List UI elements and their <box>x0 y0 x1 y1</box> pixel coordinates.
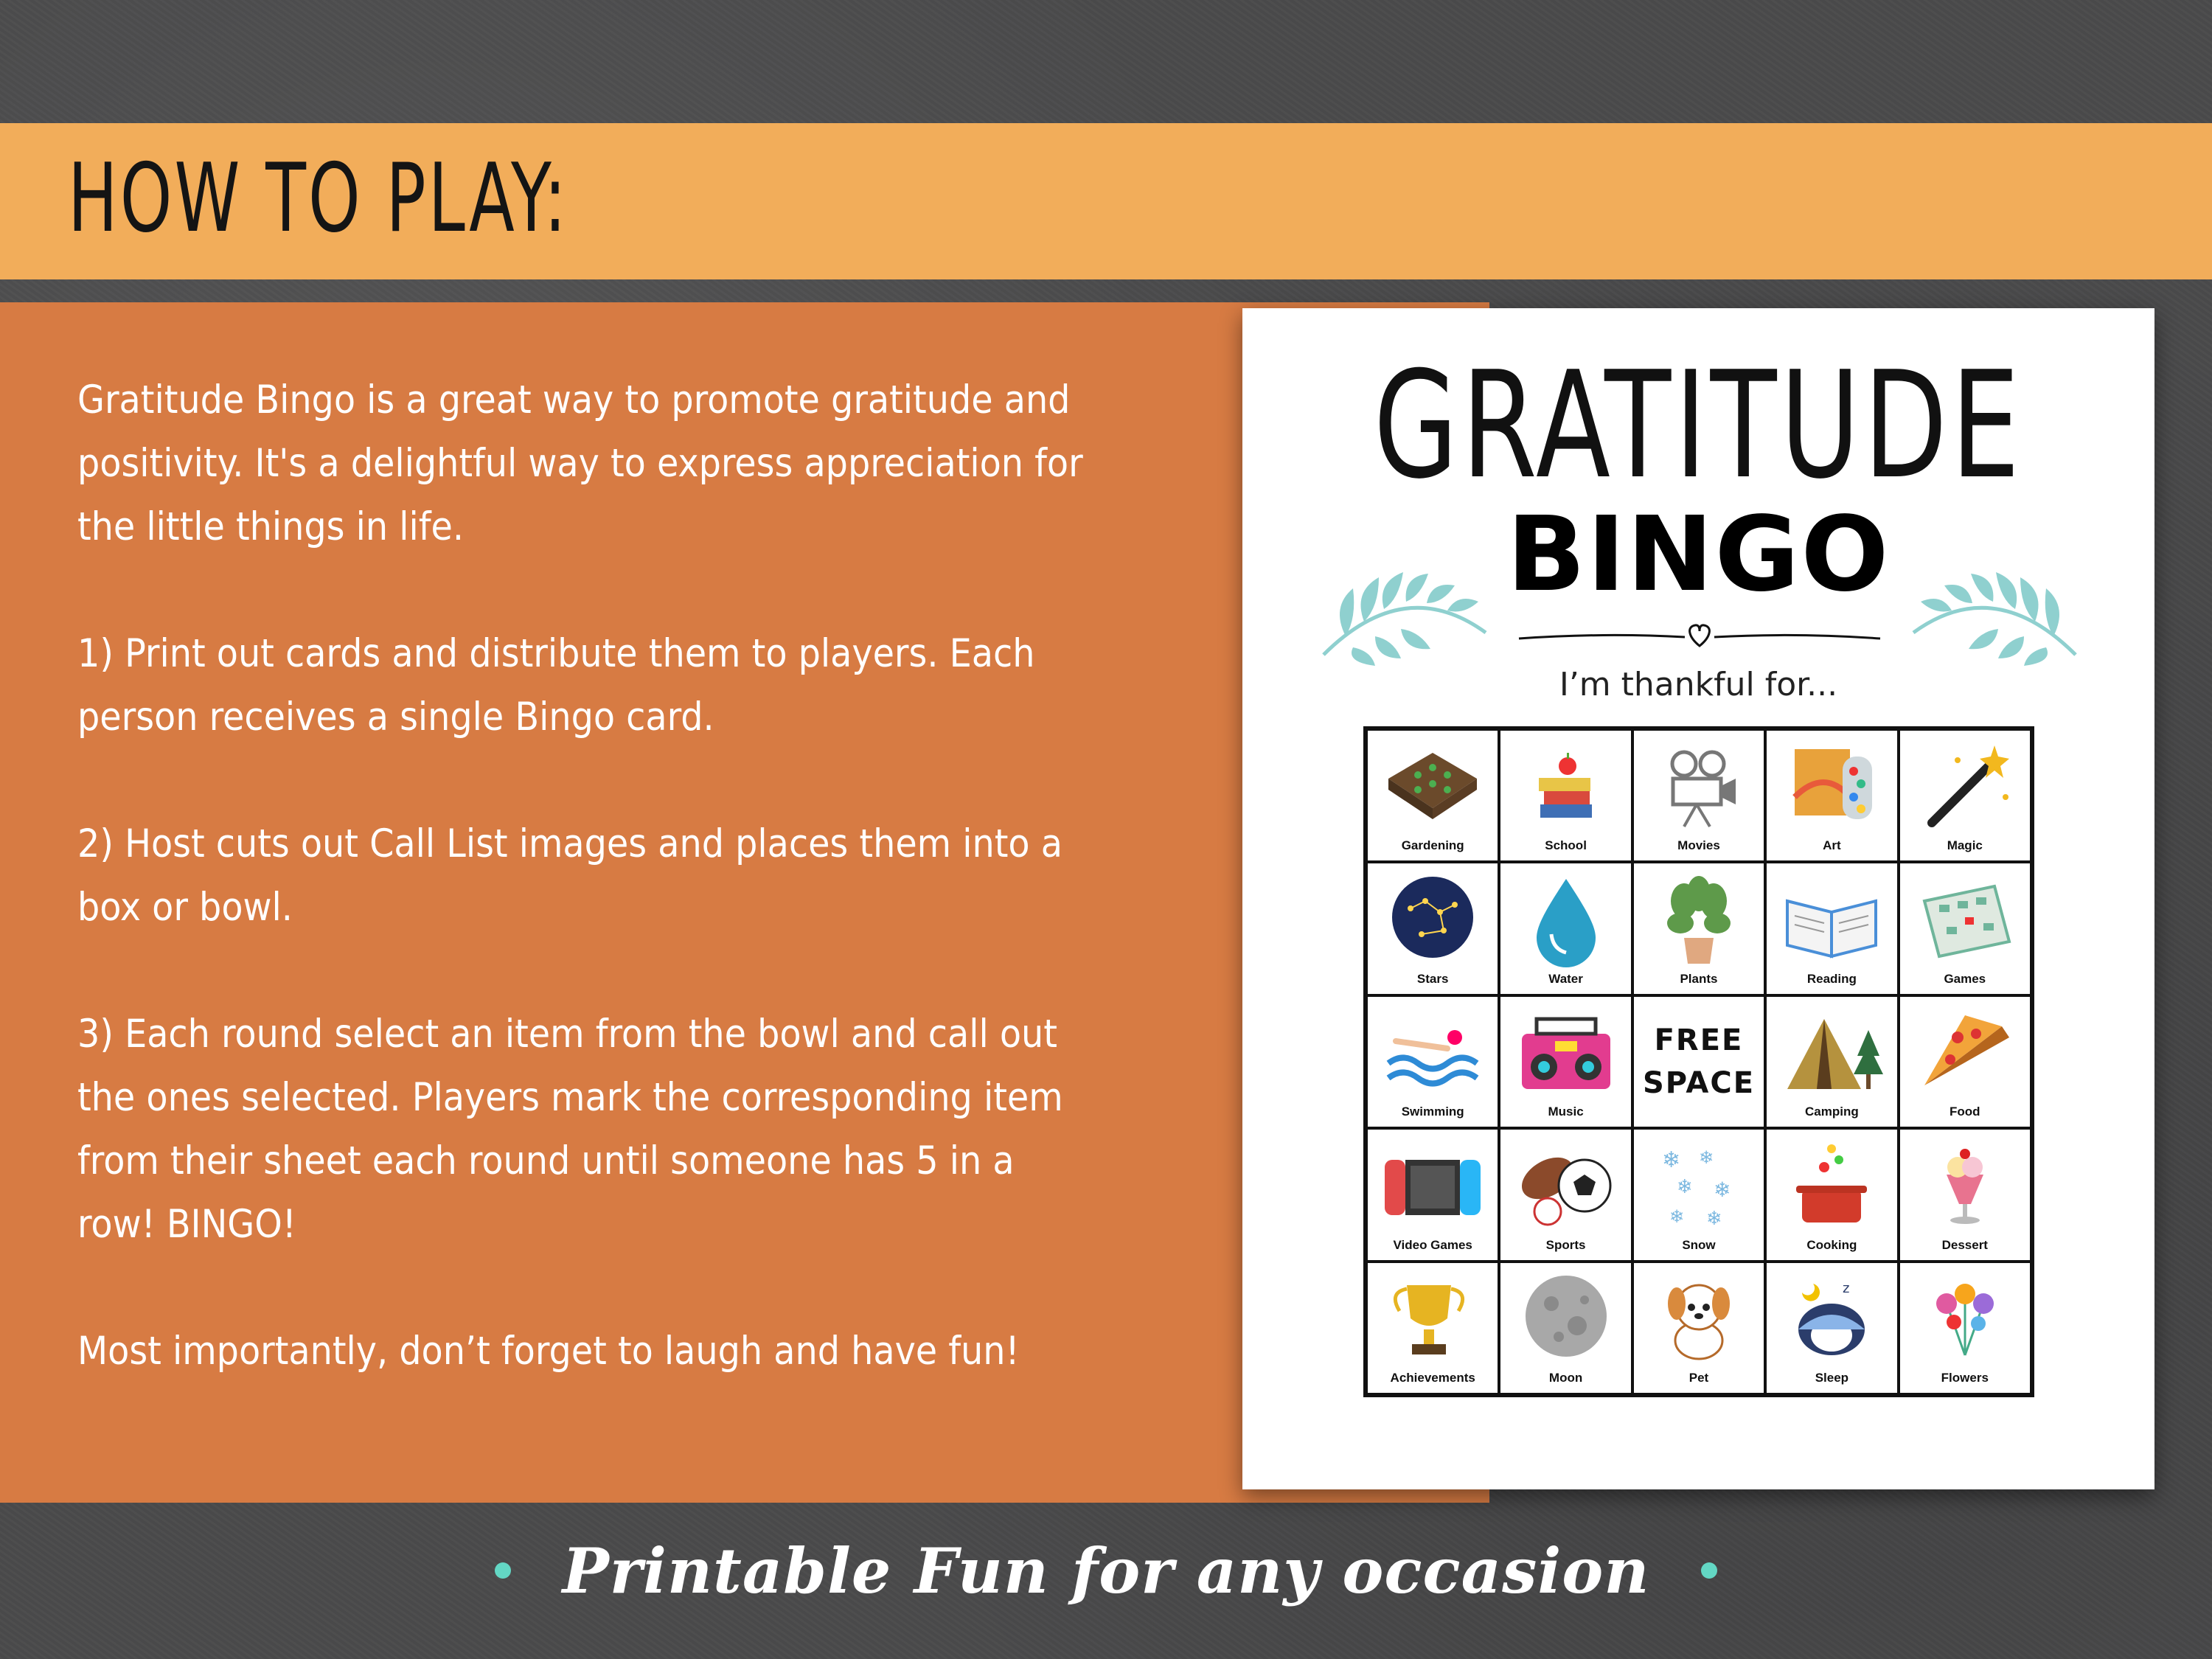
svg-text:❄: ❄ <box>1661 1147 1681 1173</box>
tent-icon <box>1780 1004 1883 1100</box>
svg-text:❄: ❄ <box>1676 1175 1693 1198</box>
bingo-cell-music[interactable] <box>1499 995 1632 1128</box>
bingo-cell-label: Art <box>1823 838 1841 853</box>
bingo-cell-cooking[interactable] <box>1765 1128 1898 1261</box>
bingo-grid <box>1363 726 2034 1397</box>
bingo-cell-video-games[interactable] <box>1366 1128 1499 1261</box>
bingo-cell-pet[interactable] <box>1632 1262 1765 1394</box>
bingo-cell-swimming[interactable] <box>1366 995 1499 1128</box>
instructions-text <box>77 369 1095 1447</box>
constellation-icon <box>1381 872 1484 967</box>
page-title: HOW TO PLAY: <box>68 144 569 254</box>
bingo-cell-label: Music <box>1548 1105 1584 1119</box>
bingo-cell-label: Food <box>1950 1105 1980 1119</box>
sundae-icon <box>1913 1138 2017 1234</box>
bingo-cell-label: Swimming <box>1401 1105 1464 1119</box>
game-console-icon <box>1381 1138 1484 1234</box>
footer <box>0 1526 2212 1615</box>
potted-plant-icon <box>1647 872 1750 967</box>
palette-icon <box>1780 738 1883 834</box>
film-camera-icon <box>1647 738 1750 834</box>
sleeping-penguin-icon <box>1780 1270 1883 1366</box>
bingo-cell-stars[interactable] <box>1366 862 1499 995</box>
closing-paragraph: Most importantly, don’t forget to laugh and have fun! <box>77 1329 1020 1374</box>
bingo-cell-food[interactable] <box>1899 995 2031 1128</box>
cooking-pot-icon <box>1780 1138 1883 1234</box>
bingo-cell-label: School <box>1545 838 1587 853</box>
sports-balls-icon <box>1514 1138 1618 1234</box>
card-tagline: I’m thankful for... <box>1559 666 1838 703</box>
flowers-icon <box>1913 1270 2017 1366</box>
dot-left-icon <box>495 1562 511 1579</box>
bingo-cell-label: Stars <box>1416 971 1449 986</box>
step-3: 3) Each round select an item from the bowl and call out the ones selected. Players mark the corresponding item from their sheet each round until someone has 5 in a row! BINGO! <box>77 1012 1063 1247</box>
card-bingo-heading: BINGO <box>1506 495 1891 615</box>
bingo-cell-label: Sports <box>1545 1237 1586 1252</box>
bingo-cell-moon[interactable] <box>1499 1262 1632 1394</box>
bingo-cell-games[interactable] <box>1899 862 2031 995</box>
bingo-cell-achievements[interactable] <box>1366 1262 1499 1394</box>
bingo-cell-label: Pet <box>1688 1370 1709 1385</box>
bingo-card <box>1242 308 2154 1489</box>
swimmer-icon <box>1381 1004 1484 1100</box>
free-space-line-2: SPACE <box>1642 1065 1756 1100</box>
bingo-cell-sleep[interactable] <box>1765 1262 1898 1394</box>
bingo-cell-label: Gardening <box>1401 838 1464 853</box>
bingo-cell-label: Reading <box>1806 971 1857 986</box>
bingo-cell-label: Flowers <box>1941 1370 1989 1385</box>
bingo-cell-label: Video Games <box>1393 1237 1472 1252</box>
svg-text:❄: ❄ <box>1705 1207 1722 1230</box>
bingo-cell-movies[interactable] <box>1632 729 1765 862</box>
bingo-cell-label: Plants <box>1680 971 1718 986</box>
moon-icon <box>1514 1270 1618 1366</box>
bingo-cell-label: Magic <box>1947 838 1983 853</box>
bingo-cell-label: Games <box>1944 971 1986 986</box>
svg-text:z: z <box>1843 1280 1850 1296</box>
bingo-cell-school[interactable] <box>1499 729 1632 862</box>
open-book-icon <box>1780 872 1883 967</box>
boombox-icon <box>1514 1004 1618 1100</box>
bingo-cell-label: Water <box>1548 971 1583 986</box>
snowflakes-icon <box>1647 1138 1750 1234</box>
magic-wand-icon <box>1913 738 2017 834</box>
board-game-icon <box>1913 872 2017 967</box>
bingo-cell-label: Cooking <box>1806 1237 1857 1252</box>
books-icon <box>1514 738 1618 834</box>
bingo-cell-reading[interactable] <box>1765 862 1898 995</box>
svg-text:❄: ❄ <box>1713 1177 1731 1202</box>
water-drop-icon <box>1514 872 1618 967</box>
bingo-cell-label: Achievements <box>1390 1370 1475 1385</box>
step-2: 2) Host cuts out Call List images and places them into a box or bowl. <box>77 821 1062 930</box>
trophy-icon <box>1381 1270 1484 1366</box>
bingo-cell-magic[interactable] <box>1899 729 2031 862</box>
leaf-left-icon <box>1316 566 1493 677</box>
bingo-cell-dessert[interactable] <box>1899 1128 2031 1261</box>
svg-text:❄: ❄ <box>1669 1206 1685 1227</box>
puppy-icon <box>1647 1270 1750 1366</box>
garden-icon <box>1381 738 1484 834</box>
card-title: GRATITUDE <box>1373 340 2024 512</box>
leaf-right-icon <box>1906 566 2083 677</box>
bingo-cell-label: Dessert <box>1941 1237 1988 1252</box>
free-space-line-1: FREE <box>1654 1023 1744 1057</box>
bingo-cell-label: Camping <box>1805 1105 1859 1119</box>
bingo-cell-flowers[interactable] <box>1899 1262 2031 1394</box>
dot-right-icon <box>1701 1562 1717 1579</box>
bingo-cell-gardening[interactable] <box>1366 729 1499 862</box>
heart-divider-icon <box>1515 616 1884 661</box>
bingo-cell-label: Movies <box>1677 838 1720 853</box>
intro-paragraph: Gratitude Bingo is a great way to promote gratitude and positivity. It's a delightful way to express appreciation for the little things in life. <box>77 378 1083 549</box>
bingo-cell-sports[interactable] <box>1499 1128 1632 1261</box>
bingo-cell-plants[interactable] <box>1632 862 1765 995</box>
bingo-cell-art[interactable] <box>1765 729 1898 862</box>
header-banner <box>0 123 2212 279</box>
bingo-cell-camping[interactable] <box>1765 995 1898 1128</box>
bingo-cell-label: Snow <box>1682 1237 1716 1252</box>
footer-tagline: Printable Fun for any occasion <box>562 1534 1650 1607</box>
step-1: 1) Print out cards and distribute them to players. Each person receives a single Bingo card. <box>77 631 1035 740</box>
bingo-cell-snow[interactable] <box>1632 1128 1765 1261</box>
svg-text:❄: ❄ <box>1698 1147 1714 1168</box>
bingo-cell-label: Moon <box>1548 1370 1583 1385</box>
pizza-icon <box>1913 1004 2017 1100</box>
bingo-cell-label: Sleep <box>1815 1370 1849 1385</box>
bingo-cell-water[interactable] <box>1499 862 1632 995</box>
free-space-cell[interactable] <box>1632 995 1765 1128</box>
